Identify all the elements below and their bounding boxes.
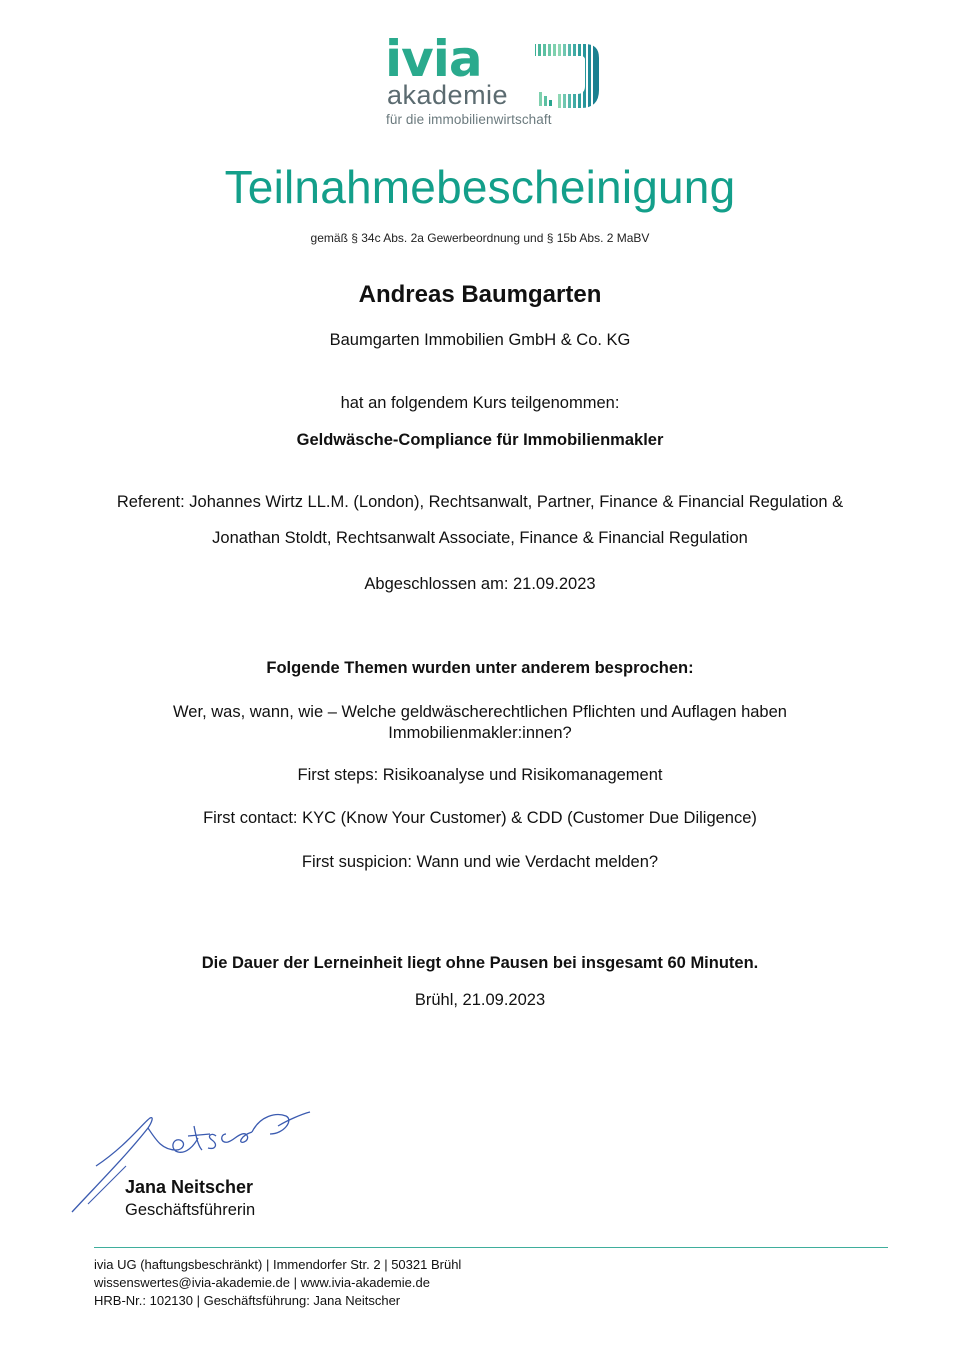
logo-tagline: für die immobilienwirtschaft — [386, 112, 552, 127]
topic-item: Wer, was, wann, wie – Welche geldwäscherechtlichen Pflichten und Auflagen haben Immobilienmakler:innen? — [173, 703, 787, 742]
handwritten-signature — [66, 1106, 316, 1216]
referent-line-1: Referent: Johannes Wirtz LL.M. (London), Rechtsanwalt, Partner, Finance & Financial Regulation & — [116, 493, 844, 511]
footer-contact: wissenswertes@ivia-akademie.de | www.ivia-akademie.de — [94, 1275, 430, 1290]
ivia-akademie-logo — [385, 30, 625, 130]
certificate-title: Teilnahmebescheinigung — [224, 161, 736, 213]
place-and-date: Brühl, 21.09.2023 — [414, 991, 546, 1009]
course-name: Geldwäsche-Compliance für Immobilienmakler — [296, 431, 664, 449]
participant-company: Baumgarten Immobilien GmbH & Co. KG — [329, 331, 631, 349]
signer-name: Jana Neitscher — [125, 1177, 254, 1197]
topic-item: First contact: KYC (Know Your Customer) & CDD (Customer Due Diligence) — [203, 809, 757, 827]
logo-brand: ivia — [385, 30, 482, 88]
participation-statement: hat an folgendem Kurs teilgenommen: — [340, 394, 620, 412]
logo-word: akademie — [387, 80, 509, 110]
signer-role: Geschäftsführerin — [125, 1201, 256, 1219]
footer-divider — [94, 1247, 888, 1248]
topics-heading: Folgende Themen wurden unter anderem besprochen: — [266, 659, 694, 677]
completion-date: Abgeschlossen am: 21.09.2023 — [364, 575, 596, 593]
logo-mark-icon — [527, 40, 603, 116]
legal-basis: gemäß § 34c Abs. 2a Gewerbeordnung und § 15b Abs. 2 MaBV — [310, 231, 650, 245]
referent-line-2: Jonathan Stoldt, Rechtsanwalt Associate, Finance & Financial Regulation — [212, 529, 748, 547]
topic-item: First steps: Risikoanalyse und Risikomanagement — [297, 766, 663, 784]
participant-name: Andreas Baumgarten — [358, 281, 602, 308]
footer-registry: HRB-Nr.: 102130 | Geschäftsführung: Jana Neitscher — [94, 1293, 401, 1308]
footer-address: ivia UG (haftungsbeschränkt) | Immendorfer Str. 2 | 50321 Brühl — [94, 1257, 462, 1272]
duration-statement: Die Dauer der Lerneinheit liegt ohne Pausen bei insgesamt 60 Minuten. — [201, 954, 759, 972]
topic-item: First suspicion: Wann und wie Verdacht melden? — [301, 853, 659, 871]
